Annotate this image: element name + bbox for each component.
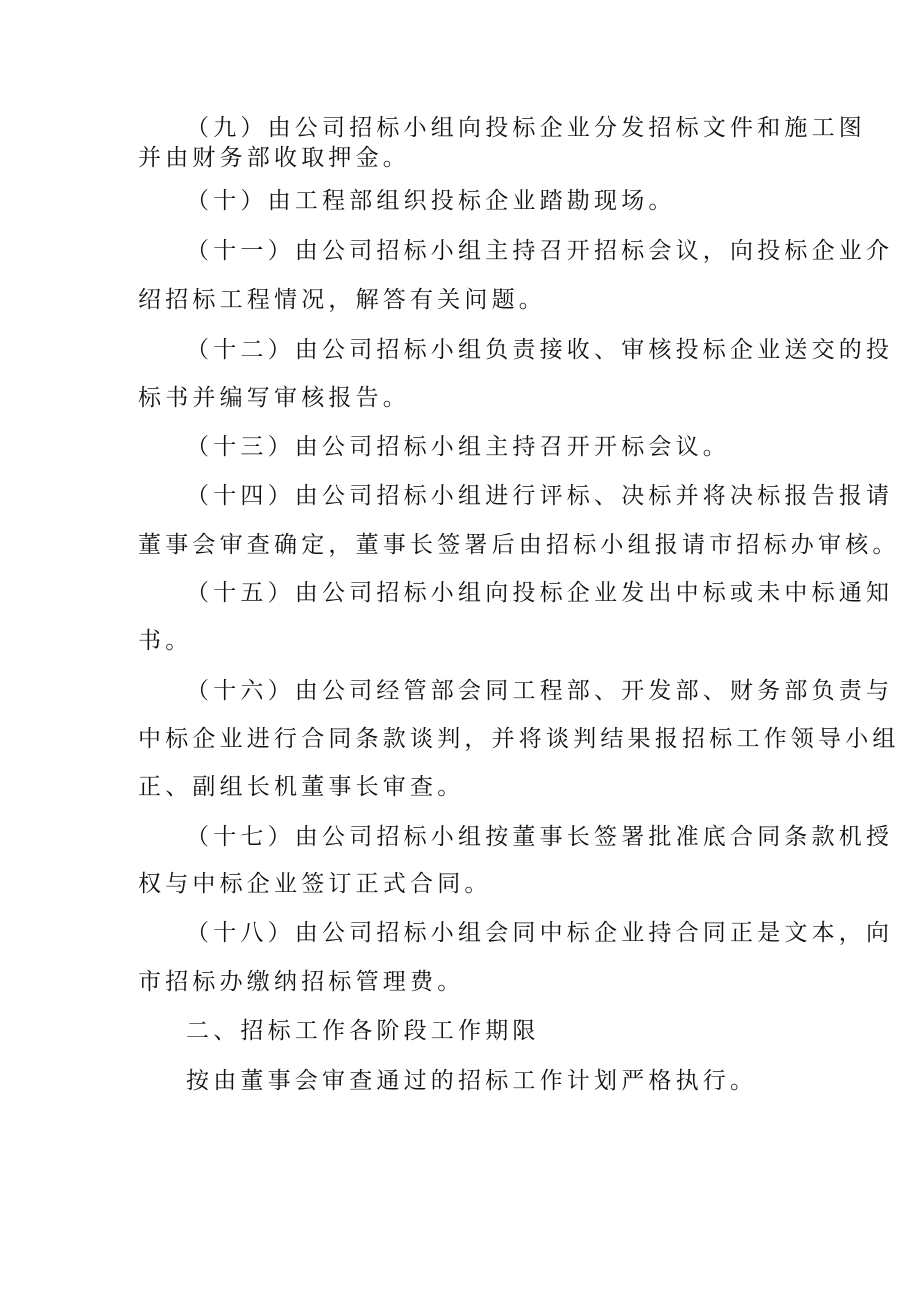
- paragraph-line: 中标企业进行合同条款谈判，并将谈判结果报招标工作领导小组: [138, 726, 900, 752]
- paragraph-line: （九）由公司招标小组向投标企业分发招标文件和施工图: [186, 115, 866, 141]
- paragraph-line: （十四）由公司招标小组进行评标、决标并将决标报告报请: [186, 483, 894, 509]
- paragraph-line: （十二）由公司招标小组负责接收、审核投标企业送交的投: [186, 337, 894, 363]
- paragraph-line: （十五）由公司招标小组向投标企业发出中标或未中标通知: [186, 580, 894, 606]
- paragraph-line: 权与中标企业签订正式合同。: [138, 871, 492, 897]
- paragraph-line: （十三）由公司招标小组主持召开开标会议。: [186, 434, 730, 460]
- paragraph-line: 绍招标工程情况，解答有关问题。: [138, 287, 546, 313]
- paragraph-line: 标书并编写审核报告。: [138, 385, 410, 411]
- paragraph-line: 市招标办缴纳招标管理费。: [138, 969, 465, 995]
- paragraph-line: （十六）由公司经管部会同工程部、开发部、财务部负责与: [186, 678, 894, 704]
- paragraph-line: （十一）由公司招标小组主持召开招标会议，向投标企业介: [186, 238, 894, 264]
- section-heading: 二、招标工作各阶段工作期限: [186, 1018, 540, 1044]
- paragraph-line: （十八）由公司招标小组会同中标企业持合同正是文本，向: [186, 920, 894, 946]
- paragraph-line: （十七）由公司招标小组按董事长签署批准底合同条款机授: [186, 824, 894, 850]
- section-body: 按由董事会审查通过的招标工作计划严格执行。: [186, 1068, 758, 1094]
- paragraph-line: 并由财务部收取押金。: [138, 145, 410, 171]
- paragraph-line: （十）由工程部组织投标企业踏勘现场。: [186, 188, 676, 214]
- paragraph-line: 正、副组长机董事长审查。: [138, 774, 465, 800]
- paragraph-line: 书。: [138, 628, 193, 654]
- paragraph-line: 董事会审查确定，董事长签署后由招标小组报请市招标办审核。: [138, 532, 900, 558]
